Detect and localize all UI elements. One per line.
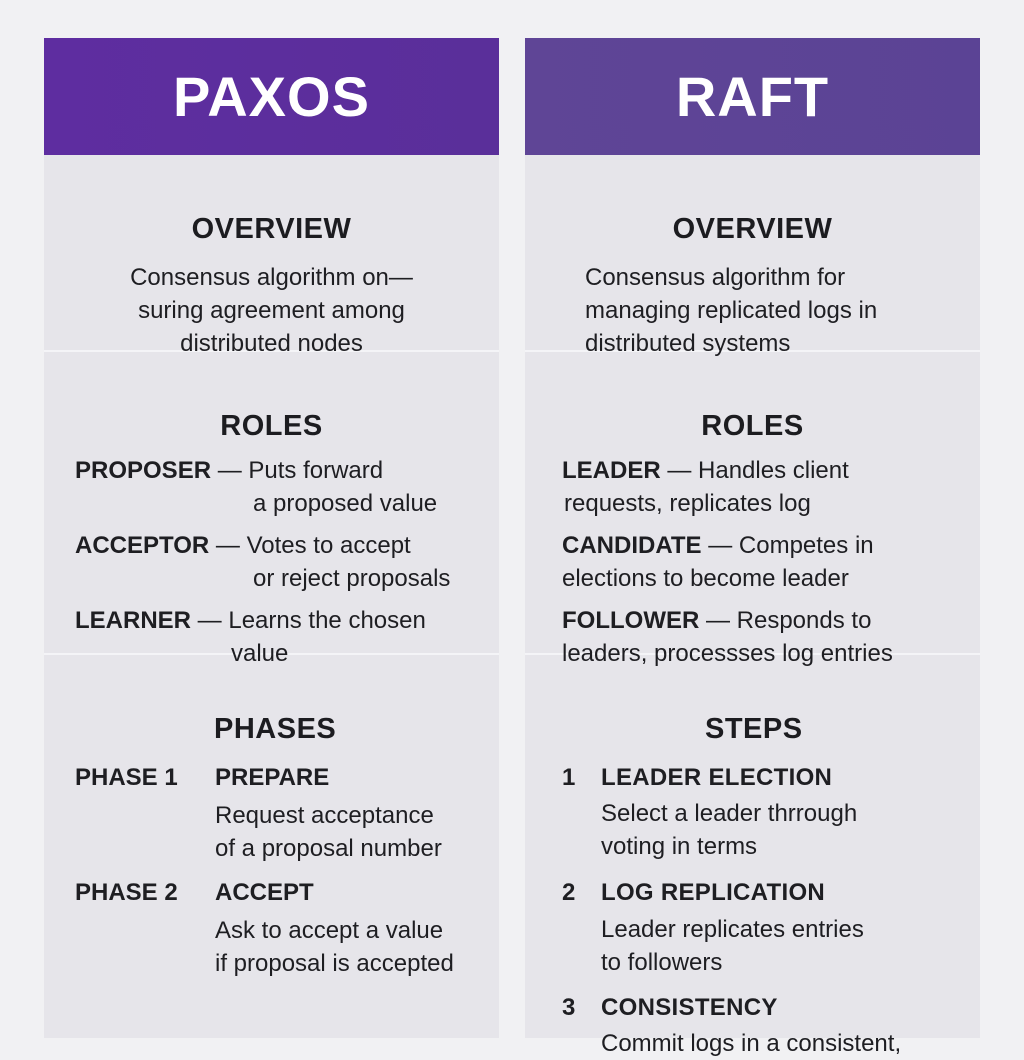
role-separator: — <box>660 457 699 484</box>
raft-header <box>525 38 980 155</box>
paxos-overview-line-2: suring agreement among <box>138 297 405 324</box>
step-name: CONSISTENCY <box>601 994 778 1021</box>
role-desc-line-2: leaders, processses log entries <box>562 640 893 667</box>
paxos-phases-heading: PHASES <box>214 713 337 745</box>
role-desc-line-2: elections to become leader <box>562 565 849 592</box>
paxos-phases-section <box>44 655 499 1055</box>
phase-desc-line-2: if proposal is accepted <box>215 950 454 977</box>
role-name: CANDIDATE <box>562 532 702 559</box>
paxos-overview-text <box>74 261 469 360</box>
role-desc-line-1: Competes in <box>738 532 874 559</box>
raft-overview-line-2: managing replicated logs in <box>585 297 878 324</box>
step-desc <box>601 797 857 863</box>
paxos-overview-heading: OVERVIEW <box>191 213 352 245</box>
step-number: 2 <box>562 879 576 906</box>
phase-name: PREPARE <box>215 764 330 791</box>
phase-desc-line-1: Ask to accept a value <box>215 917 444 944</box>
paxos-roles-heading: ROLES <box>220 410 323 442</box>
step-desc-line-2: voting in terms <box>601 833 758 860</box>
paxos-title: PAXOS <box>173 65 370 128</box>
role-separator: — <box>209 532 247 559</box>
role-separator: — <box>191 607 229 634</box>
step-number: 1 <box>562 764 576 791</box>
step-desc-line-1: Commit logs in a consistent, <box>601 1030 902 1057</box>
raft-roles-heading: ROLES <box>701 410 804 442</box>
role-desc-line-2: or reject proposals <box>253 565 451 592</box>
step-desc <box>601 913 864 979</box>
raft-overview-line-3: distributed systems <box>585 330 791 357</box>
step-name: LEADER ELECTION <box>601 764 833 791</box>
phase-tag: PHASE 2 <box>75 879 178 906</box>
raft-role-candidate <box>562 529 874 562</box>
role-desc-line-1: Puts forward <box>248 457 384 484</box>
phase-desc <box>215 914 454 980</box>
paxos-overview-line-1: Consensus algorithm on— <box>130 264 413 291</box>
phase-name: ACCEPT <box>215 879 314 906</box>
role-separator: — <box>211 457 249 484</box>
raft-steps-section <box>525 655 980 1055</box>
paxos-role-proposer <box>75 454 383 487</box>
role-desc-line-1: Handles client <box>698 457 849 484</box>
role-desc-line-1: Responds to <box>736 607 872 634</box>
role-name: ACCEPTOR <box>75 532 210 559</box>
raft-overview-text <box>585 261 960 360</box>
raft-title: RAFT <box>675 65 830 128</box>
raft-role-follower <box>562 604 871 637</box>
paxos-header <box>44 38 499 155</box>
paxos-column <box>44 38 499 1038</box>
step-desc-line-1: Select a leader thrrough <box>601 800 858 827</box>
step-name: LOG REPLICATION <box>601 879 826 906</box>
raft-overview-heading: OVERVIEW <box>672 213 833 245</box>
step-number: 3 <box>562 994 576 1021</box>
step-desc <box>601 1027 901 1060</box>
paxos-overview-section <box>44 155 499 357</box>
step-desc-line-2: to followers <box>601 949 723 976</box>
raft-role-leader <box>562 454 849 487</box>
paxos-role-learner <box>75 604 426 637</box>
phase-desc-line-2: of a proposal number <box>215 835 442 862</box>
phase-desc <box>215 799 442 865</box>
raft-overview-line-1: Consensus algorithm for <box>585 264 846 291</box>
role-name: PROPOSER <box>75 457 212 484</box>
role-desc-line-2: a proposed value <box>253 490 438 517</box>
role-desc-line-2: requests, replicates log <box>564 490 811 517</box>
raft-column <box>525 38 980 1057</box>
phase-desc-line-1: Request acceptance <box>215 802 434 829</box>
role-separator: — <box>699 607 737 634</box>
phase-tag: PHASE 1 <box>75 764 178 791</box>
role-desc-line-1: Learns the chosen <box>228 607 426 634</box>
raft-steps-heading: STEPS <box>705 713 803 745</box>
paxos-role-acceptor <box>75 529 411 562</box>
step-desc-line-1: Leader replicates entries <box>601 916 864 943</box>
raft-roles-section <box>525 352 980 667</box>
role-separator: — <box>701 532 739 559</box>
role-desc-line-1: Votes to accept <box>246 532 411 559</box>
paxos-overview-line-3: distributed nodes <box>180 330 363 357</box>
raft-overview-section <box>525 155 980 357</box>
paxos-roles-section <box>44 352 499 667</box>
role-name: FOLLOWER <box>562 607 700 634</box>
role-name: LEARNER <box>75 607 192 634</box>
role-name: LEADER <box>562 457 661 484</box>
role-desc-line-2: value <box>231 640 289 667</box>
